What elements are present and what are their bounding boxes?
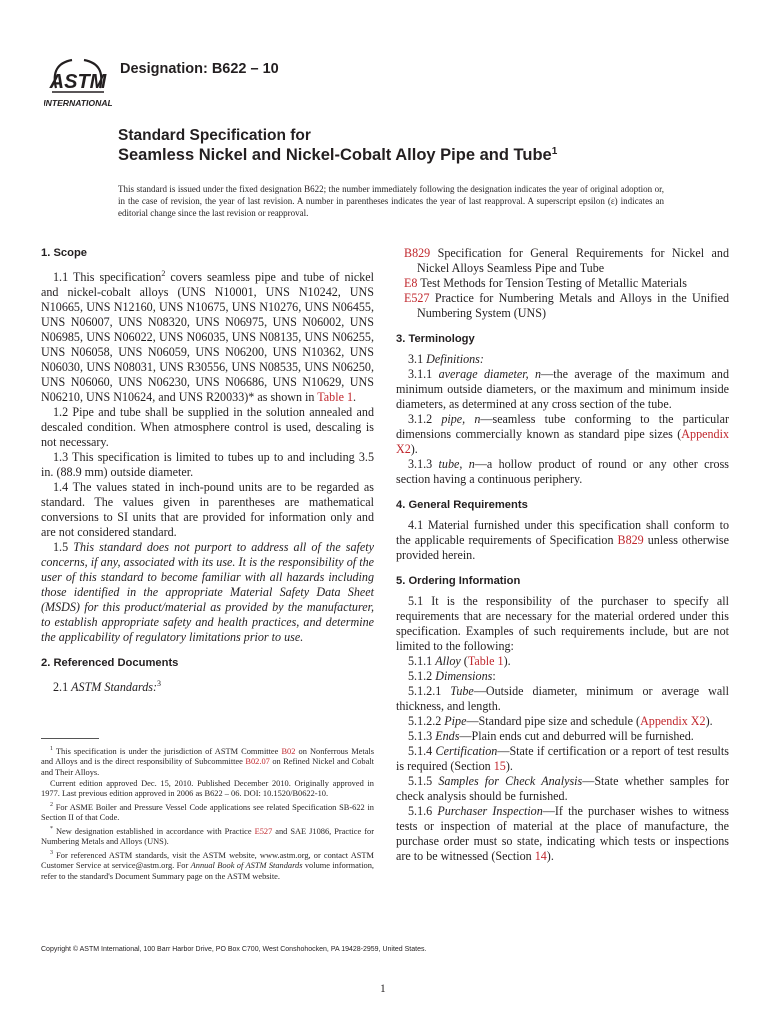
section-1-heading: 1. Scope — [41, 247, 88, 259]
footnote-rule — [41, 738, 99, 739]
appendix-x2-link[interactable]: Appendix X2 — [396, 427, 729, 456]
order-5-1-1: 5.1.1 Alloy (Table 1). — [408, 654, 511, 668]
right-column — [396, 246, 729, 864]
scope-1-5: 1.5 This standard does not purport to address all of the safety concerns, if any, associated with its use. It is the responsibility of the user of this standard to become familiar with all hazards including those identified in the appropriate Material Safety Data Sheet (MSDS) for this product/material as provided by the manufacturer, to establish appropriate safety and health practices, and determine the applicability of regulatory limitations prior to use. — [41, 540, 375, 644]
ref-2-1: 2.1 ASTM Standards:$^3$ — [53, 679, 162, 694]
issuance-note: This standard is issued under the fixed designation B622; the number immediately following the designation indicates the year of original adoption or, in the case of revision, the year of last revision. A number in parentheses indicates the year of last reapproval. A superscript epsilon (ε) indicates an editorial change since the last revision or reapproval. — [118, 184, 664, 218]
term-3-1-3: 3.1.3 tube, n—a hollow product of round or any other cross section having a continuous periphery. — [396, 457, 729, 486]
designation: Designation: B622 – 10 — [120, 61, 279, 77]
section-15-link[interactable]: 15 — [493, 759, 506, 773]
e527-link[interactable]: E527 — [404, 291, 430, 305]
footnote-2: $^2$ For ASME Boiler and Pressure Vessel Code applications see related Specification SB-622 in Section II of that Code. — [41, 801, 374, 823]
footnote-ref-2[interactable]: 2 — [161, 269, 166, 278]
section-5-heading: 5. Ordering Information — [396, 575, 521, 587]
appendix-x2-link-2[interactable]: Appendix X2 — [640, 714, 706, 728]
order-5-1-6: 5.1.6 Purchaser Inspection—If the purchaser wishes to witness tests or inspection of material at the place of manufacture, the purchase order must so state, indicating which tests or inspections are to be witnessed (Section 14). — [396, 804, 729, 863]
title-footnote-mark: 1 — [551, 146, 558, 157]
title-line-1: Standard Specification for — [118, 127, 311, 144]
b829-spec-link[interactable]: B829 — [617, 533, 644, 547]
table-1-link-2[interactable]: Table 1 — [467, 654, 504, 668]
title-line-2 — [118, 146, 557, 165]
footnote-1: $^1$ This specification is under the jurisdiction of ASTM Committee B02 on Nonferrous Metals and Alloys and is the direct responsibility of Subcommittee B02.07 on Refined Nickel and Cobalt and Their Alloys. — [41, 746, 374, 777]
order-5-1-5: 5.1.5 Samples for Check Analysis—State whether samples for check analysis should be furnished. — [396, 774, 729, 803]
section-3-heading: 3. Terminology — [396, 333, 475, 345]
order-5-1-2-2: 5.1.2.2 Pipe—Standard pipe size and schedule (Appendix X2). — [408, 714, 713, 728]
footnote-3: $^3$ For referenced ASTM standards, visit the ASTM website, www.astm.org, or contact ASTM Customer Service at service@astm.org. For Annual Book of ASTM Standards volume information, refer to the standard's Document Summary page on the ASTM website. — [41, 849, 374, 881]
section-2-heading: 2. Referenced Documents — [41, 657, 179, 669]
b829-link[interactable]: B829 — [404, 246, 431, 260]
scope-1-4: 1.4 The values stated in inch-pound units are to be regarded as standard. The values given in parentheses are mathematical conversions to SI units that are provided for information only and are not considered standard. — [41, 480, 374, 539]
b02-07-link[interactable]: B02.07 — [245, 757, 270, 767]
section-14-link[interactable]: 14 — [534, 849, 547, 863]
footnote-ref-3[interactable]: 3 — [157, 679, 162, 688]
footnote-star: * New designation established in accordance with Practice E527 and SAE J1086, Practice for Numbering Metals and Alloys (UNS). — [41, 825, 374, 847]
logo-international: INTERNATIONAL — [44, 98, 112, 108]
page-number: 1 — [380, 983, 386, 995]
general-4-1: 4.1 Material furnished under this specification shall conform to the applicable requirements of Specification B829 unless otherwise provided herein. — [396, 518, 729, 562]
ref-e8: E8 Test Methods for Tension Testing of Metallic Materials — [404, 276, 687, 290]
order-5-1-2: 5.1.2 Dimensions: — [408, 669, 496, 683]
order-5-1-4: 5.1.4 Certification—State if certification or a report of test results is required (Section 15). — [396, 744, 729, 773]
ref-b829: B829 Specification for General Requirements for Nickel and Nickel Alloys Seamless Pipe and Tube — [404, 246, 729, 275]
e527-footnote-link[interactable]: E527 — [254, 826, 273, 836]
left-column — [41, 246, 374, 695]
term-3-1: 3.1 Definitions: — [408, 352, 484, 366]
section-4-heading: 4. General Requirements — [396, 499, 528, 511]
scope-1-2: 1.2 Pipe and tube shall be supplied in the solution annealed and descaled condition. When atmosphere control is used, descaling is not necessary. — [41, 405, 374, 449]
astm-logo — [44, 54, 112, 112]
term-3-1-2: 3.1.2 pipe, n—seamless tube conforming to the particular dimensions commercially known as standard pipe sizes (Appendix X2). — [396, 412, 729, 456]
table-1-link[interactable]: Table 1 — [317, 390, 354, 404]
scope-1-3: 1.3 This specification is limited to tubes up to and including 3.5 in. (88.9 mm) outside diameter. — [41, 450, 374, 479]
ref-e527: E527 Practice for Numbering Metals and Alloys in the Unified Numbering System (UNS) — [404, 291, 729, 320]
footnotes — [41, 738, 374, 882]
order-5-1-3: 5.1.3 Ends—Plain ends cut and deburred will be furnished. — [408, 729, 694, 743]
term-3-1-1: 3.1.1 average diameter, n—the average of the maximum and minimum outside diameters, or the maximum and minimum inside diameters, as determined at any cross section of the tube. — [396, 367, 729, 411]
order-5-1: 5.1 It is the responsibility of the purchaser to specify all requirements that are necessary for the material ordered under this specification. Examples of such requirements include, but are not limited to the following: — [396, 594, 729, 653]
footnote-1-edition: Current edition approved Dec. 15, 2010. Published December 2010. Originally approved in 1977. Last previous edition approved in 2006 as B622 – 06. DOI: 10.1520/B0622-10. — [41, 778, 374, 799]
e8-link[interactable]: E8 — [404, 276, 418, 290]
b02-link[interactable]: B02 — [281, 746, 296, 756]
copyright-line: Copyright © ASTM International, 100 Barr Harbor Drive, PO Box C700, West Conshohocken, PA 19428-2959, United States. — [41, 946, 427, 953]
title-text: Seamless Nickel and Nickel-Cobalt Alloy Pipe and Tube — [118, 146, 552, 164]
scope-1-1: 1.1 This specification$^2$ covers seamless pipe and tube of nickel and nickel-cobalt alloys (UNS N10001, UNS N10242, UNS N10665, UNS N12160, UNS N10675, UNS N10276, UNS N06455, UNS N06007, UNS N08320, UNS N06975, UNS N06002, UNS N06985, UNS N06022, UNS N06035, UNS N08135, UNS N06255, UNS N06058, UNS N06059, UNS N06200, UNS N10362, UNS N06030, UNS N08031, UNS R30556, UNS N08535, UNS N06250, UNS N06060, UNS N06230, UNS N06686, UNS N10629, UNS N06210, UNS N10624, and UNS R20033)* as shown in Table 1. — [41, 269, 375, 404]
logo-letters: ASTM — [49, 71, 107, 93]
order-5-1-2-1: 5.1.2.1 Tube—Outside diameter, minimum or average wall thickness, and length. — [396, 684, 729, 713]
